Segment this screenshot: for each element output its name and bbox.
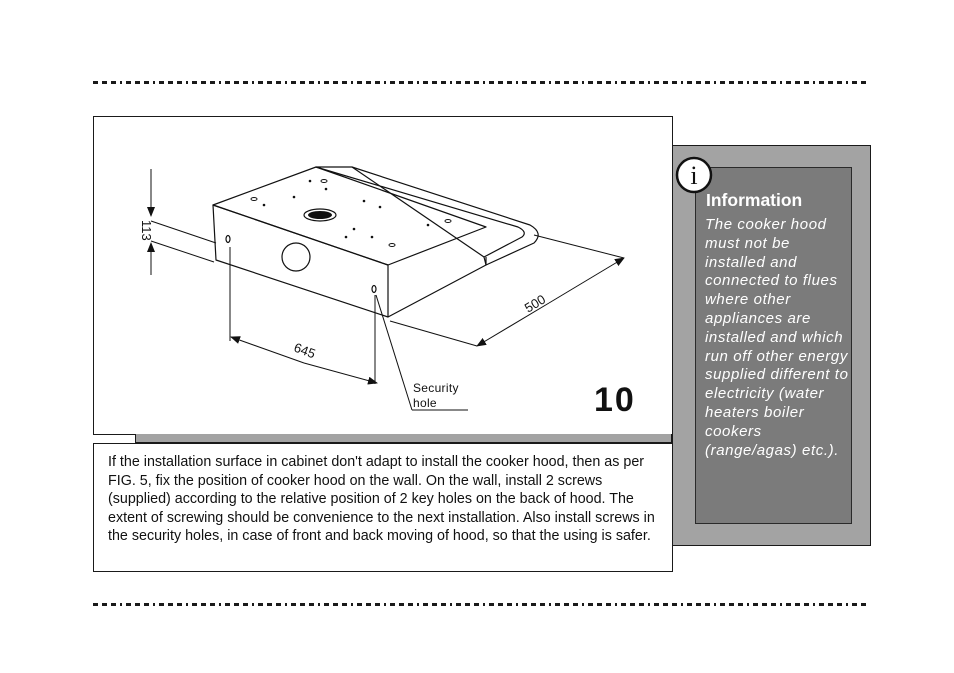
cooker-hood-drawing bbox=[94, 117, 674, 436]
figure-shadow-strip bbox=[135, 434, 672, 443]
info-icon bbox=[675, 156, 713, 194]
security-hole-label: Security hole bbox=[413, 381, 459, 410]
figure-number: 10 bbox=[594, 381, 636, 419]
hood-front-face bbox=[213, 205, 388, 317]
information-body: The cooker hood must not be installed and connected to flues where other appliances are installed and which run off other energy supplied different to electricity (water heaters boiler cookers (range/agas) etc.). bbox=[705, 216, 849, 459]
hood-top-face bbox=[213, 167, 486, 265]
height-dimension-label: 113 bbox=[139, 220, 154, 241]
information-panel-inner bbox=[695, 167, 852, 524]
svg-text:i: i bbox=[690, 161, 698, 190]
installation-figure bbox=[93, 116, 673, 435]
information-panel bbox=[672, 145, 871, 546]
security-hole bbox=[372, 286, 376, 293]
top-dashed-divider bbox=[93, 81, 869, 84]
side-outlet bbox=[282, 243, 310, 271]
information-title: Information bbox=[706, 190, 803, 210]
bottom-dashed-divider bbox=[93, 603, 869, 606]
instructions-box bbox=[93, 443, 673, 572]
depth-dimension-label: 500 bbox=[521, 291, 549, 316]
instructions-text: If the installation surface in cabinet don't adapt to install the cooker hood, then as per FIG. 5, fix the position of cooker hood on the wall. On the wall, install 2 screws (supplied) according to the relative position of 2 key holes on the back of hood. The extent of screwing should be convenience to the next installation. Also install screws in the security holes, in case of front and back moving of hood, so that the using is safer. bbox=[108, 454, 655, 545]
width-dimension-label: 645 bbox=[291, 339, 318, 362]
key-hole-left bbox=[226, 236, 230, 243]
